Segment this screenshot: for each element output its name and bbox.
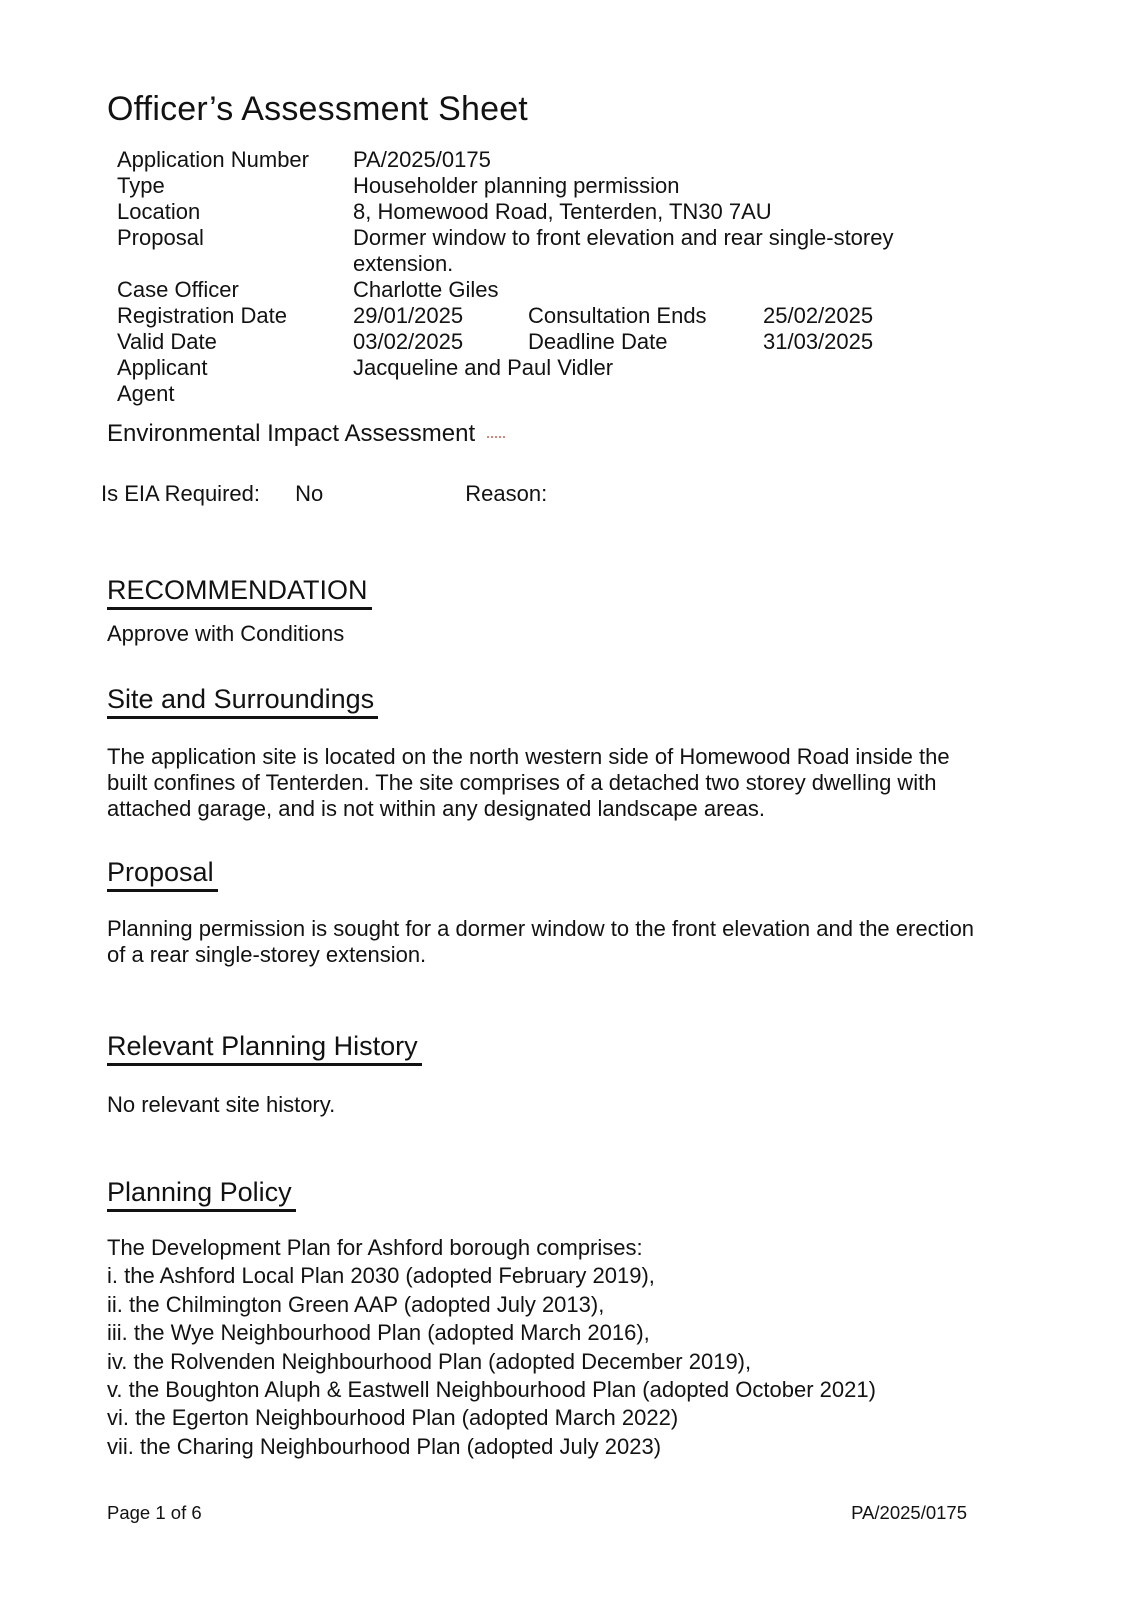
- field-value: Householder planning permission: [353, 173, 680, 198]
- field-label: Valid Date: [117, 329, 217, 354]
- planning-policy-heading: Planning Policy: [107, 1177, 296, 1212]
- planning-policy-intro: The Development Plan for Ashford borough comprises:: [107, 1235, 643, 1260]
- field-value: Charlotte Giles: [353, 277, 499, 302]
- eia-required-line: [101, 481, 547, 507]
- list-item: vi. the Egerton Neighbourhood Plan (adopted March 2022): [107, 1405, 679, 1431]
- proposal-paragraph: Planning permission is sought for a dormer window to the front elevation and the erection of a rear single-storey extension.: [107, 916, 975, 967]
- field-label: Location: [117, 199, 201, 224]
- application-reference: PA/2025/0175: [851, 1502, 967, 1523]
- field-value: [353, 381, 967, 407]
- field-label: Application Number: [117, 147, 309, 172]
- field-value: PA/2025/0175: [353, 147, 491, 172]
- eia-required-value: No: [295, 481, 324, 506]
- proposal-heading: Proposal: [107, 857, 218, 892]
- field-value: 31/03/2025: [763, 329, 874, 354]
- planning-policy-list: [107, 1234, 1027, 1461]
- recommendation-heading: RECOMMENDATION: [107, 575, 372, 610]
- page-footer: [107, 1502, 967, 1524]
- redline-annotation-mark: [487, 432, 505, 438]
- field-label: Registration Date: [117, 303, 287, 328]
- field-value: 25/02/2025: [763, 303, 874, 328]
- field-value: 29/01/2025: [353, 303, 464, 328]
- page-number: Page 1 of 6: [107, 1502, 202, 1523]
- list-item: i. the Ashford Local Plan 2030 (adopted February 2019),: [107, 1263, 655, 1289]
- field-value: Jacqueline and Paul Vidler: [353, 355, 614, 380]
- field-label: Type: [117, 173, 165, 198]
- field-label: Consultation Ends: [528, 303, 707, 328]
- field-label: Case Officer: [117, 277, 239, 302]
- planning-history-heading: Relevant Planning History: [107, 1031, 422, 1066]
- list-item: v. the Boughton Aluph & Eastwell Neighbourhood Plan (adopted October 2021): [107, 1377, 876, 1403]
- eia-heading-text: Environmental Impact Assessment: [107, 420, 476, 447]
- eia-required-label: Is EIA Required:: [101, 481, 260, 506]
- site-surroundings-heading: Site and Surroundings: [107, 684, 378, 719]
- eia-heading: [107, 420, 505, 448]
- field-value: 03/02/2025: [353, 329, 464, 354]
- page-title: Officer’s Assessment Sheet: [107, 90, 528, 128]
- field-label: Proposal: [117, 225, 204, 250]
- site-surroundings-paragraph: The application site is located on the north western side of Homewood Road inside the built confines of Tenterden. The site comprises of a detached two storey dwelling with attached garage, and is not within any designated landscape areas.: [107, 744, 950, 821]
- recommendation-text: Approve with Conditions: [107, 621, 345, 646]
- list-item: iii. the Wye Neighbourhood Plan (adopted March 2016),: [107, 1320, 650, 1346]
- field-label: Agent: [117, 381, 175, 406]
- application-details-table: [117, 147, 967, 407]
- field-label: Deadline Date: [528, 329, 668, 354]
- planning-history-text: No relevant site history.: [107, 1092, 336, 1117]
- eia-reason-label: Reason:: [465, 481, 548, 506]
- list-item: iv. the Rolvenden Neighbourhood Plan (adopted December 2019),: [107, 1348, 752, 1374]
- list-item: ii. the Chilmington Green AAP (adopted July 2013),: [107, 1291, 605, 1317]
- field-value: 8, Homewood Road, Tenterden, TN30 7AU: [353, 199, 772, 224]
- field-value: Dormer window to front elevation and rear single-storey extension.: [353, 225, 894, 276]
- field-label: Applicant: [117, 355, 208, 380]
- list-item: vii. the Charing Neighbourhood Plan (adopted July 2023): [107, 1433, 662, 1459]
